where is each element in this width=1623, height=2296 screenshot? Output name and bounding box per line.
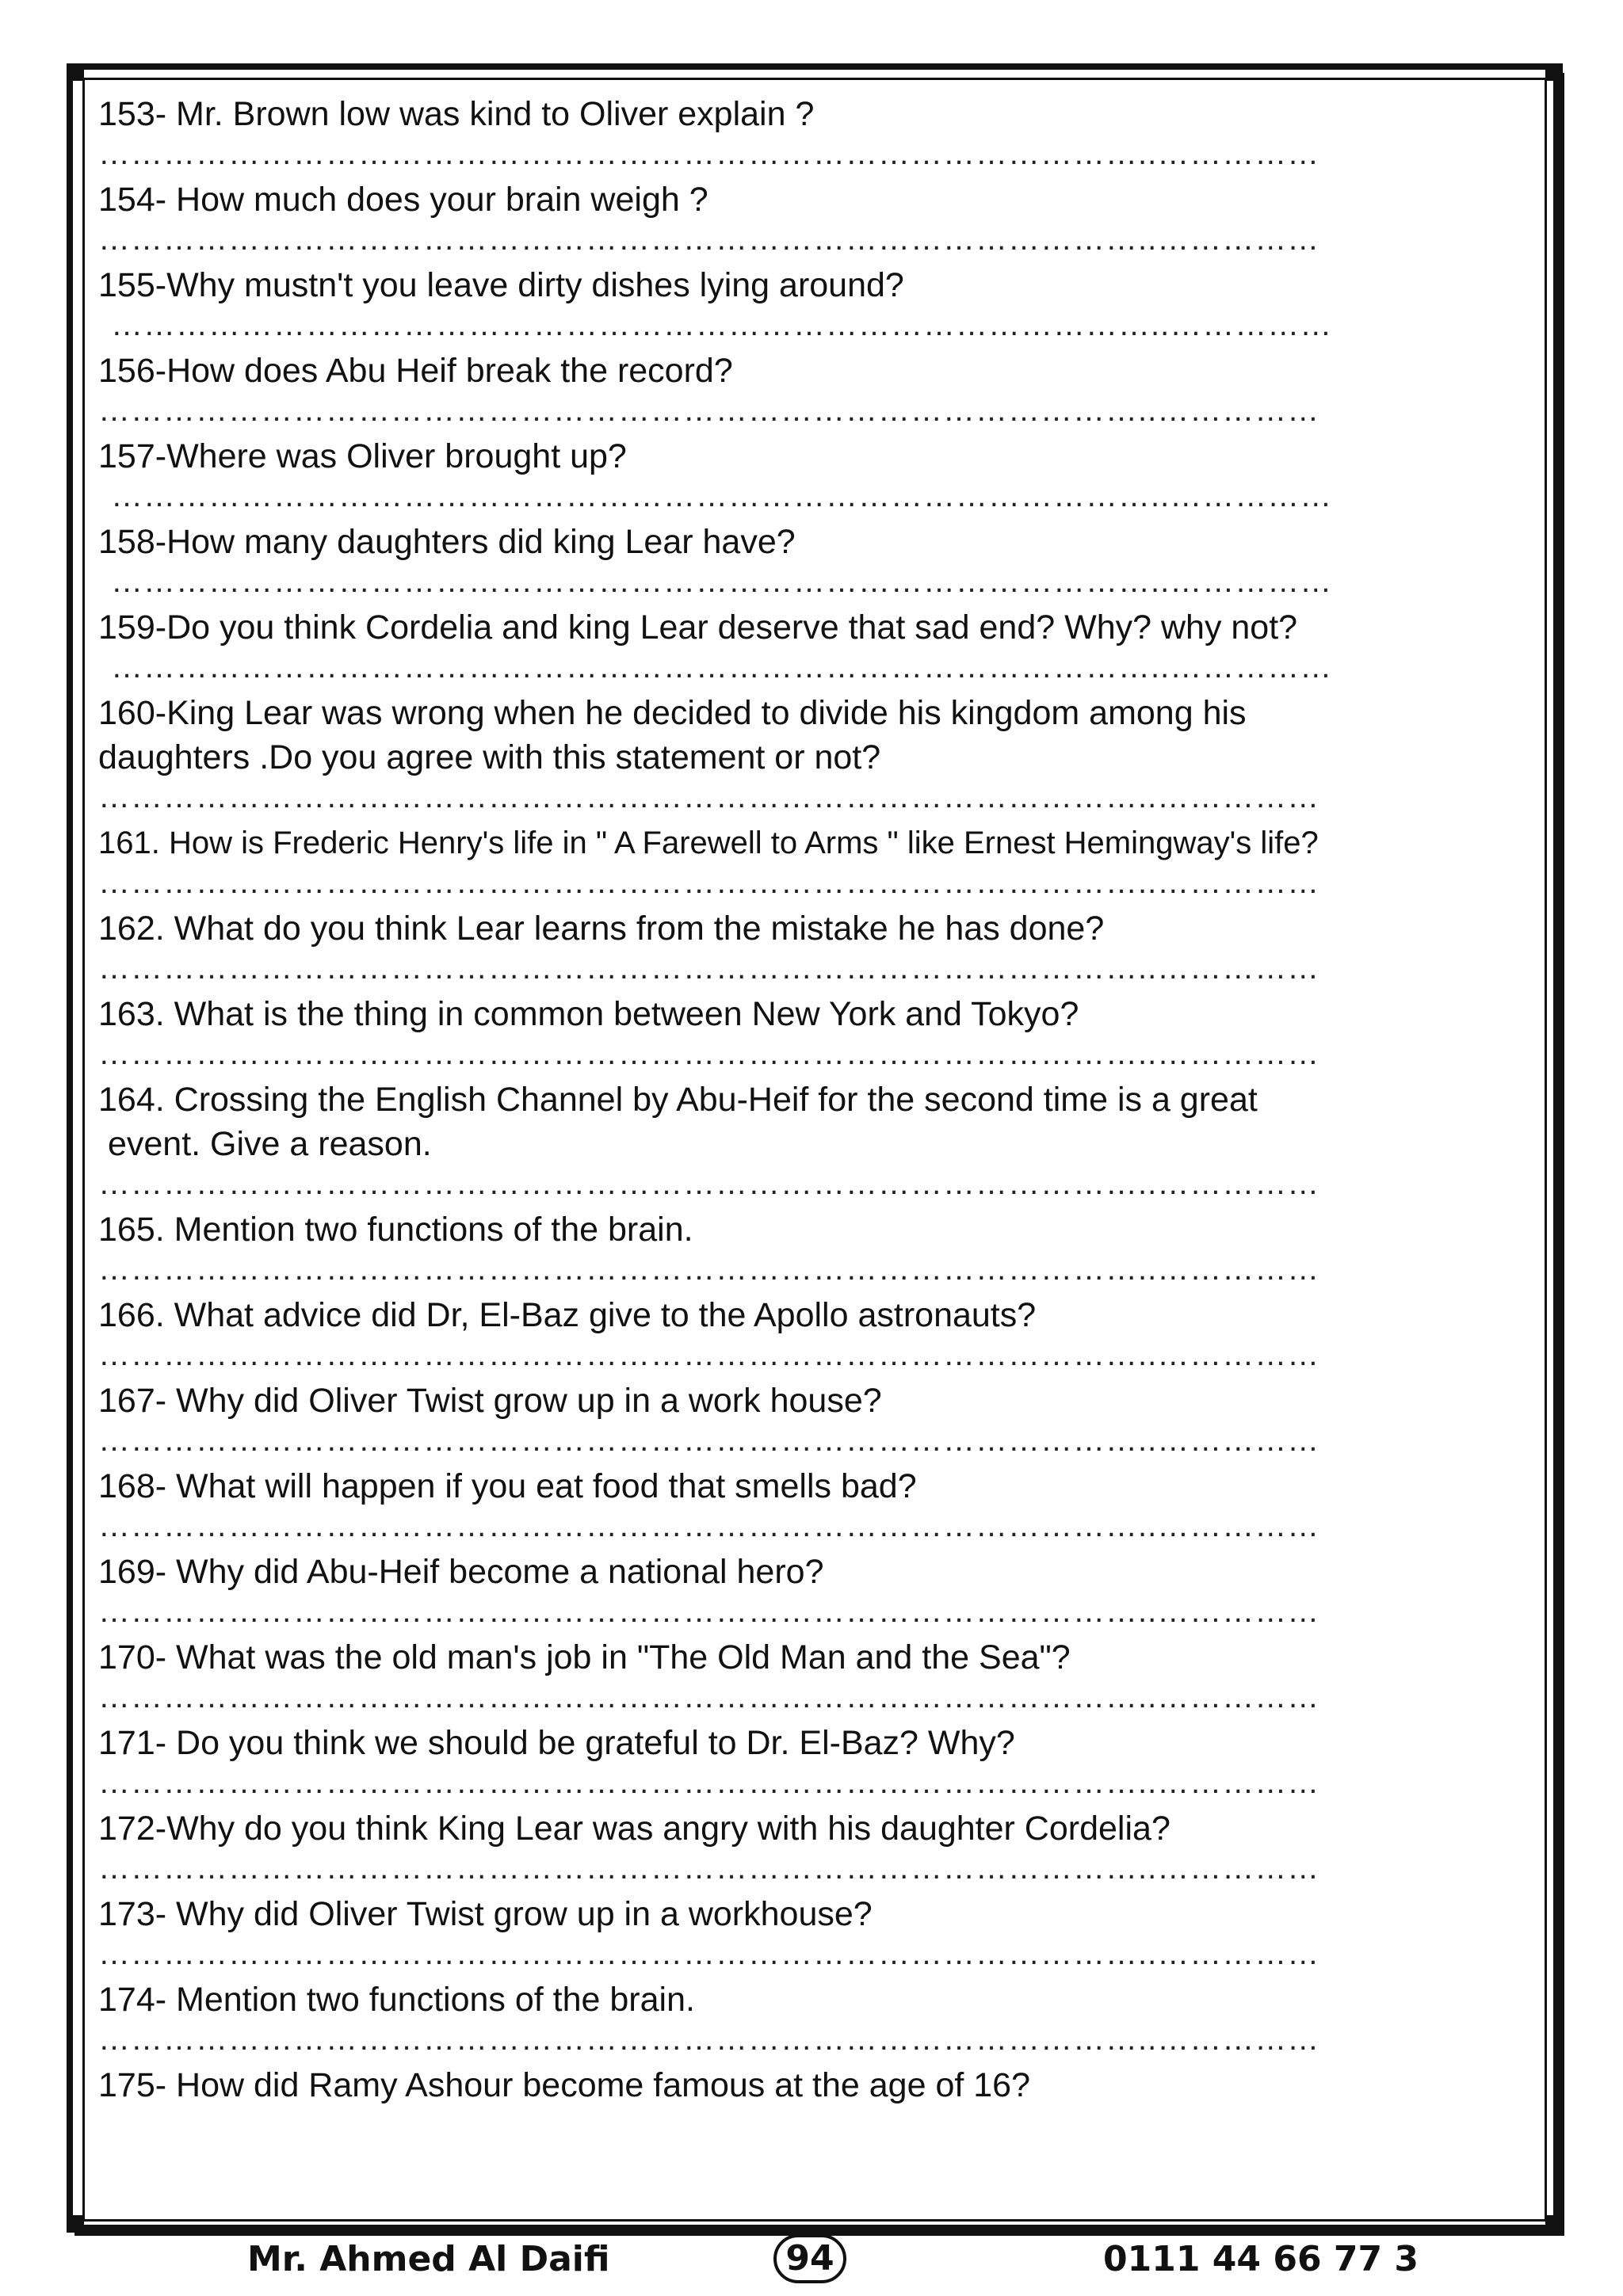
question-item — [98, 906, 1509, 986]
answer-line[interactable]: ……………………………………………………………………………………..…………… — [98, 1166, 1320, 1201]
question-item — [98, 1892, 1509, 1971]
answer-line[interactable]: ……………………………………………………………………………………..…………… — [98, 1851, 1320, 1886]
corner-ornament — [67, 2215, 84, 2233]
phone-number: 0111 44 66 77 3 — [1103, 2239, 1419, 2279]
question-text: 169- Why did Abu-Heif become a national hero? — [98, 1553, 824, 1591]
question-item — [98, 177, 1509, 257]
question-text: 173- Why did Oliver Twist grow up in a workhouse? — [98, 1895, 873, 1933]
question-text: 157-Where was Oliver brought up? — [98, 437, 627, 475]
question-text: 164. Crossing the English Channel by Abu-Heif for the second time is a great event. Give a reason. — [98, 1081, 1258, 1163]
answer-line[interactable]: ……………………………………………………………………………………..…………… — [98, 222, 1320, 257]
page-footer — [0, 2239, 1623, 2286]
question-text: 156-How does Abu Heif break the record? — [98, 352, 733, 390]
question-text: 175- How did Ramy Ashour become famous at the age of 16? — [98, 2066, 1031, 2104]
question-item — [98, 1721, 1509, 1800]
answer-line[interactable]: ……………………………………………………………………………………..…………… — [111, 479, 1333, 513]
question-text: 172-Why do you think King Lear was angry with his daughter Cordelia? — [98, 1810, 1170, 1848]
answer-line[interactable]: ……………………………………………………………………………………..…………… — [111, 564, 1333, 599]
question-item — [98, 1978, 1509, 2057]
question-item — [98, 1635, 1509, 1714]
question-text: 166. What advice did Dr, El-Baz give to the Apollo astronauts? — [98, 1296, 1037, 1334]
question-text: 170- What was the old man's job in "The Old Man and the Sea"? — [98, 1638, 1071, 1676]
answer-line[interactable]: ……………………………………………………………………………………..…………… — [98, 1036, 1320, 1071]
answer-line[interactable]: ……………………………………………………………………………………..…………… — [98, 1765, 1320, 1800]
answer-line[interactable]: ……………………………………………………………………………………..…………… — [98, 780, 1320, 814]
question-text: 162. What do you think Lear learns from the mistake he has done? — [98, 910, 1105, 948]
question-text: 160-King Lear was wrong when he decided to divide his kingdom among his daughters .Do you agree with this statement or not? — [98, 694, 1247, 776]
question-item — [98, 1077, 1509, 1201]
answer-line[interactable]: ……………………………………………………………………………………..…………… — [98, 136, 1320, 171]
question-text: 153- Mr. Brown low was kind to Oliver explain ? — [98, 95, 815, 133]
page-number: 94 — [773, 2234, 846, 2283]
question-item — [98, 520, 1509, 599]
corner-ornament — [1545, 2215, 1563, 2233]
question-item — [98, 2063, 1509, 2107]
question-item — [98, 1464, 1509, 1543]
question-item — [98, 992, 1509, 1071]
question-item — [98, 1379, 1509, 1458]
answer-line[interactable]: ……………………………………………………………………………………..…………… — [98, 1936, 1320, 1971]
question-text: 171- Do you think we should be grateful to Dr. El-Baz? Why? — [98, 1724, 1015, 1762]
answer-line[interactable]: ……………………………………………………………………………………..…………… — [98, 1594, 1320, 1629]
question-item — [98, 691, 1509, 814]
question-item — [98, 1293, 1509, 1372]
answer-line[interactable]: ……………………………………………………………………………………..…………… — [111, 307, 1333, 342]
question-item — [98, 1550, 1509, 1629]
question-text: 163. What is the thing in common between New York and Tokyo? — [98, 995, 1079, 1033]
answer-line[interactable]: ……………………………………………………………………………………..…………… — [98, 865, 1320, 900]
answer-line[interactable]: ……………………………………………………………………………………..…………… — [98, 1680, 1320, 1714]
question-text: 155-Why mustn't you leave dirty dishes lying around? — [98, 266, 904, 304]
question-item — [98, 92, 1509, 171]
answer-line[interactable]: ……………………………………………………………………………………..…………… — [98, 2022, 1320, 2057]
corner-ornament — [1545, 63, 1563, 81]
question-text: 159-Do you think Cordelia and king Lear deserve that sad end? Why? why not? — [98, 608, 1298, 646]
answer-line[interactable]: ……………………………………………………………………………………..…………… — [98, 1508, 1320, 1543]
question-item — [98, 434, 1509, 513]
answer-line[interactable]: ……………………………………………………………………………………..…………… — [98, 1337, 1320, 1372]
answer-line[interactable]: ……………………………………………………………………………………..…………… — [98, 393, 1320, 428]
answer-line[interactable]: ……………………………………………………………………………………..…………… — [98, 951, 1320, 986]
question-text: 161. How is Frederic Henry's life in " A Farewell to Arms " like Ernest Hemingway's life? — [98, 826, 1319, 860]
answer-line[interactable]: ……………………………………………………………………………………..…………… — [111, 650, 1333, 685]
question-item — [98, 605, 1509, 685]
question-text: 174- Mention two functions of the brain. — [98, 1981, 695, 2019]
question-text: 158-How many daughters did king Lear have? — [98, 523, 796, 561]
corner-ornament — [67, 63, 84, 81]
question-item — [98, 349, 1509, 428]
author-name: Mr. Ahmed Al Daifi — [247, 2239, 610, 2279]
question-text: 154- How much does your brain weigh ? — [98, 181, 708, 219]
question-item — [98, 1207, 1509, 1287]
question-item — [98, 263, 1509, 342]
question-item — [98, 821, 1509, 900]
question-item — [98, 1806, 1509, 1886]
question-text: 165. Mention two functions of the brain. — [98, 1211, 693, 1249]
answer-line[interactable]: ……………………………………………………………………………………..…………… — [98, 1252, 1320, 1287]
question-text: 168- What will happen if you eat food that smells bad? — [98, 1467, 917, 1505]
question-list — [98, 92, 1509, 2114]
question-text: 167- Why did Oliver Twist grow up in a work house? — [98, 1382, 882, 1420]
answer-line[interactable]: ……………………………………………………………………………………..…………… — [98, 1423, 1320, 1458]
